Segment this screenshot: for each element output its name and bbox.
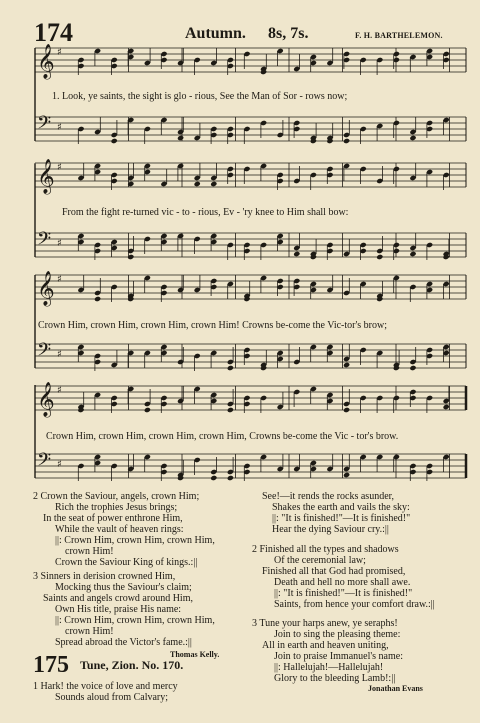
note-head: [177, 135, 184, 141]
verse-line: Join to praise Immanuel's name:: [274, 651, 403, 662]
verse-line: While the vault of heaven rings:: [55, 524, 184, 535]
note-head: [227, 407, 234, 413]
note-head: [210, 181, 217, 187]
verse-line: Rich the trophies Jesus brings;: [55, 502, 178, 513]
note-head: [376, 254, 383, 260]
verse-line: ||: Hallelujah!—Hallelujah!: [274, 662, 384, 673]
key-signature-sharp-icon: ♯: [57, 162, 62, 173]
verse-line: 2 Crown the Saviour, angels, crown Him;: [33, 491, 200, 502]
note-head: [293, 251, 300, 257]
note-head: [409, 365, 416, 371]
verse-2: [33, 491, 215, 568]
verse-line: Hear the dying Saviour cry.:||: [272, 524, 389, 535]
verse-line: ||: "It is finished!"—It is finished!": [274, 588, 413, 599]
hymn-title: Autumn.: [185, 25, 246, 42]
hymn-number: 174: [34, 18, 73, 47]
key-signature-sharp-icon: ♯: [57, 274, 62, 285]
bass-clef-icon: 𝄢: [37, 340, 52, 365]
note-head: [343, 407, 350, 413]
hymn-number-175: 175: [33, 652, 69, 678]
verse-line: Crown the Saviour King of kings.:||: [55, 557, 198, 568]
verse-line: Saints, from hence your comfort draw.:||: [274, 599, 435, 610]
key-signature-sharp-icon: ♯: [57, 122, 62, 133]
note-head: [111, 138, 118, 144]
verse-3: [33, 571, 215, 648]
verse-line: All in earth and heaven uniting,: [262, 640, 389, 651]
verse-2-right: [252, 544, 435, 610]
note-head: [343, 472, 350, 478]
note-head: [343, 362, 350, 368]
verse-line: ||: "It is finished!"—It is finished!": [272, 513, 411, 524]
verse-line: In the seat of power enthrone Him,: [43, 513, 183, 524]
verse-line: ||: Crown Him, crown Him, crown Him,: [55, 615, 215, 626]
verse-line: 3 Tune your harps anew, ye seraphs!: [252, 618, 398, 629]
verse-line: Spread abroad the Victor's fame.:||: [55, 637, 192, 648]
key-signature-sharp-icon: ♯: [57, 459, 62, 470]
verse-line: Finished all that God had promised,: [262, 566, 406, 577]
note-head: [194, 181, 201, 187]
verse-3-right: [252, 618, 403, 684]
note-head: [210, 475, 217, 481]
verse-line: Shakes the earth and vails the sky:: [272, 502, 410, 513]
verse-line: 1 Hark! the voice of love and mercy: [33, 681, 178, 692]
verse-line: Own His title, praise His name:: [55, 604, 182, 615]
verse-line: 2 Finished all the types and shadows: [252, 544, 399, 555]
composer: F. H. BARTHELEMON.: [355, 31, 443, 40]
verse-1-continued: [262, 491, 410, 535]
key-signature-sharp-icon: ♯: [57, 238, 62, 249]
key-signature-sharp-icon: ♯: [57, 349, 62, 360]
hymn-meter: 8s, 7s.: [268, 25, 309, 42]
verse-line: Of the ceremonial law;: [274, 555, 366, 566]
note-head: [227, 475, 234, 481]
author-attribution: Thomas Kelly.: [170, 650, 220, 659]
note-head: [94, 296, 101, 302]
verse-line: 3 Sinners in derision crowned Him,: [33, 571, 176, 582]
author-attribution-right: Jonathan Evans: [368, 684, 423, 693]
verse-line: Death and hell no more shall awe.: [274, 577, 411, 588]
verse-line: See!—it rends the rocks asunder,: [262, 491, 395, 502]
verse-line: crown Him!: [65, 626, 114, 637]
verse-line: Glory to the bleeding Lamb!:||: [274, 673, 396, 684]
verse-line: Mocking thus the Saviour's claim;: [55, 582, 192, 593]
lyric-line-3: Crown Him, crown Him, crown Him, crown Him! Crowns be-come the Vic-tor's brow;: [38, 320, 388, 331]
bass-clef-icon: 𝄢: [37, 450, 52, 475]
treble-clef-icon: 𝄞: [37, 382, 55, 417]
bass-clef-icon: 𝄢: [37, 229, 52, 254]
verse-line: Saints and angels crowd around Him,: [43, 593, 193, 604]
note-head: [409, 251, 416, 257]
hymn-175-verse-1: [33, 681, 178, 703]
verse-line: Sounds aloud from Calvary;: [55, 692, 169, 703]
lyric-line-1: 1. Look, ye saints, the sight is glo - rious, See the Man of Sor - rows now;: [52, 91, 348, 102]
verse-line: crown Him!: [65, 546, 114, 557]
treble-clef-icon: 𝄞: [37, 271, 55, 306]
verse-line: ||: Crown Him, crown Him, crown Him,: [55, 535, 215, 546]
note-head: [343, 138, 350, 144]
treble-clef-icon: 𝄞: [37, 44, 55, 79]
lyric-line-2: From the fight re-turned vic - to - rious, Ev - 'ry knee to Him shall bow:: [62, 207, 349, 218]
note-head: [443, 404, 450, 410]
tune-reference: Tune, Zion. No. 170.: [80, 658, 184, 672]
verse-line: Join to sing the pleasing theme:: [274, 629, 401, 640]
treble-clef-icon: 𝄞: [37, 159, 55, 194]
bass-clef-icon: 𝄢: [37, 113, 52, 138]
note-head: [227, 365, 234, 371]
lyric-line-4: Crown Him, crown Him, crown Him, crown Him, Crowns be-come the Vic - tor's brow.: [46, 431, 399, 442]
key-signature-sharp-icon: ♯: [57, 47, 62, 58]
note-head: [144, 407, 151, 413]
note-head: [409, 135, 416, 141]
key-signature-sharp-icon: ♯: [57, 385, 62, 396]
